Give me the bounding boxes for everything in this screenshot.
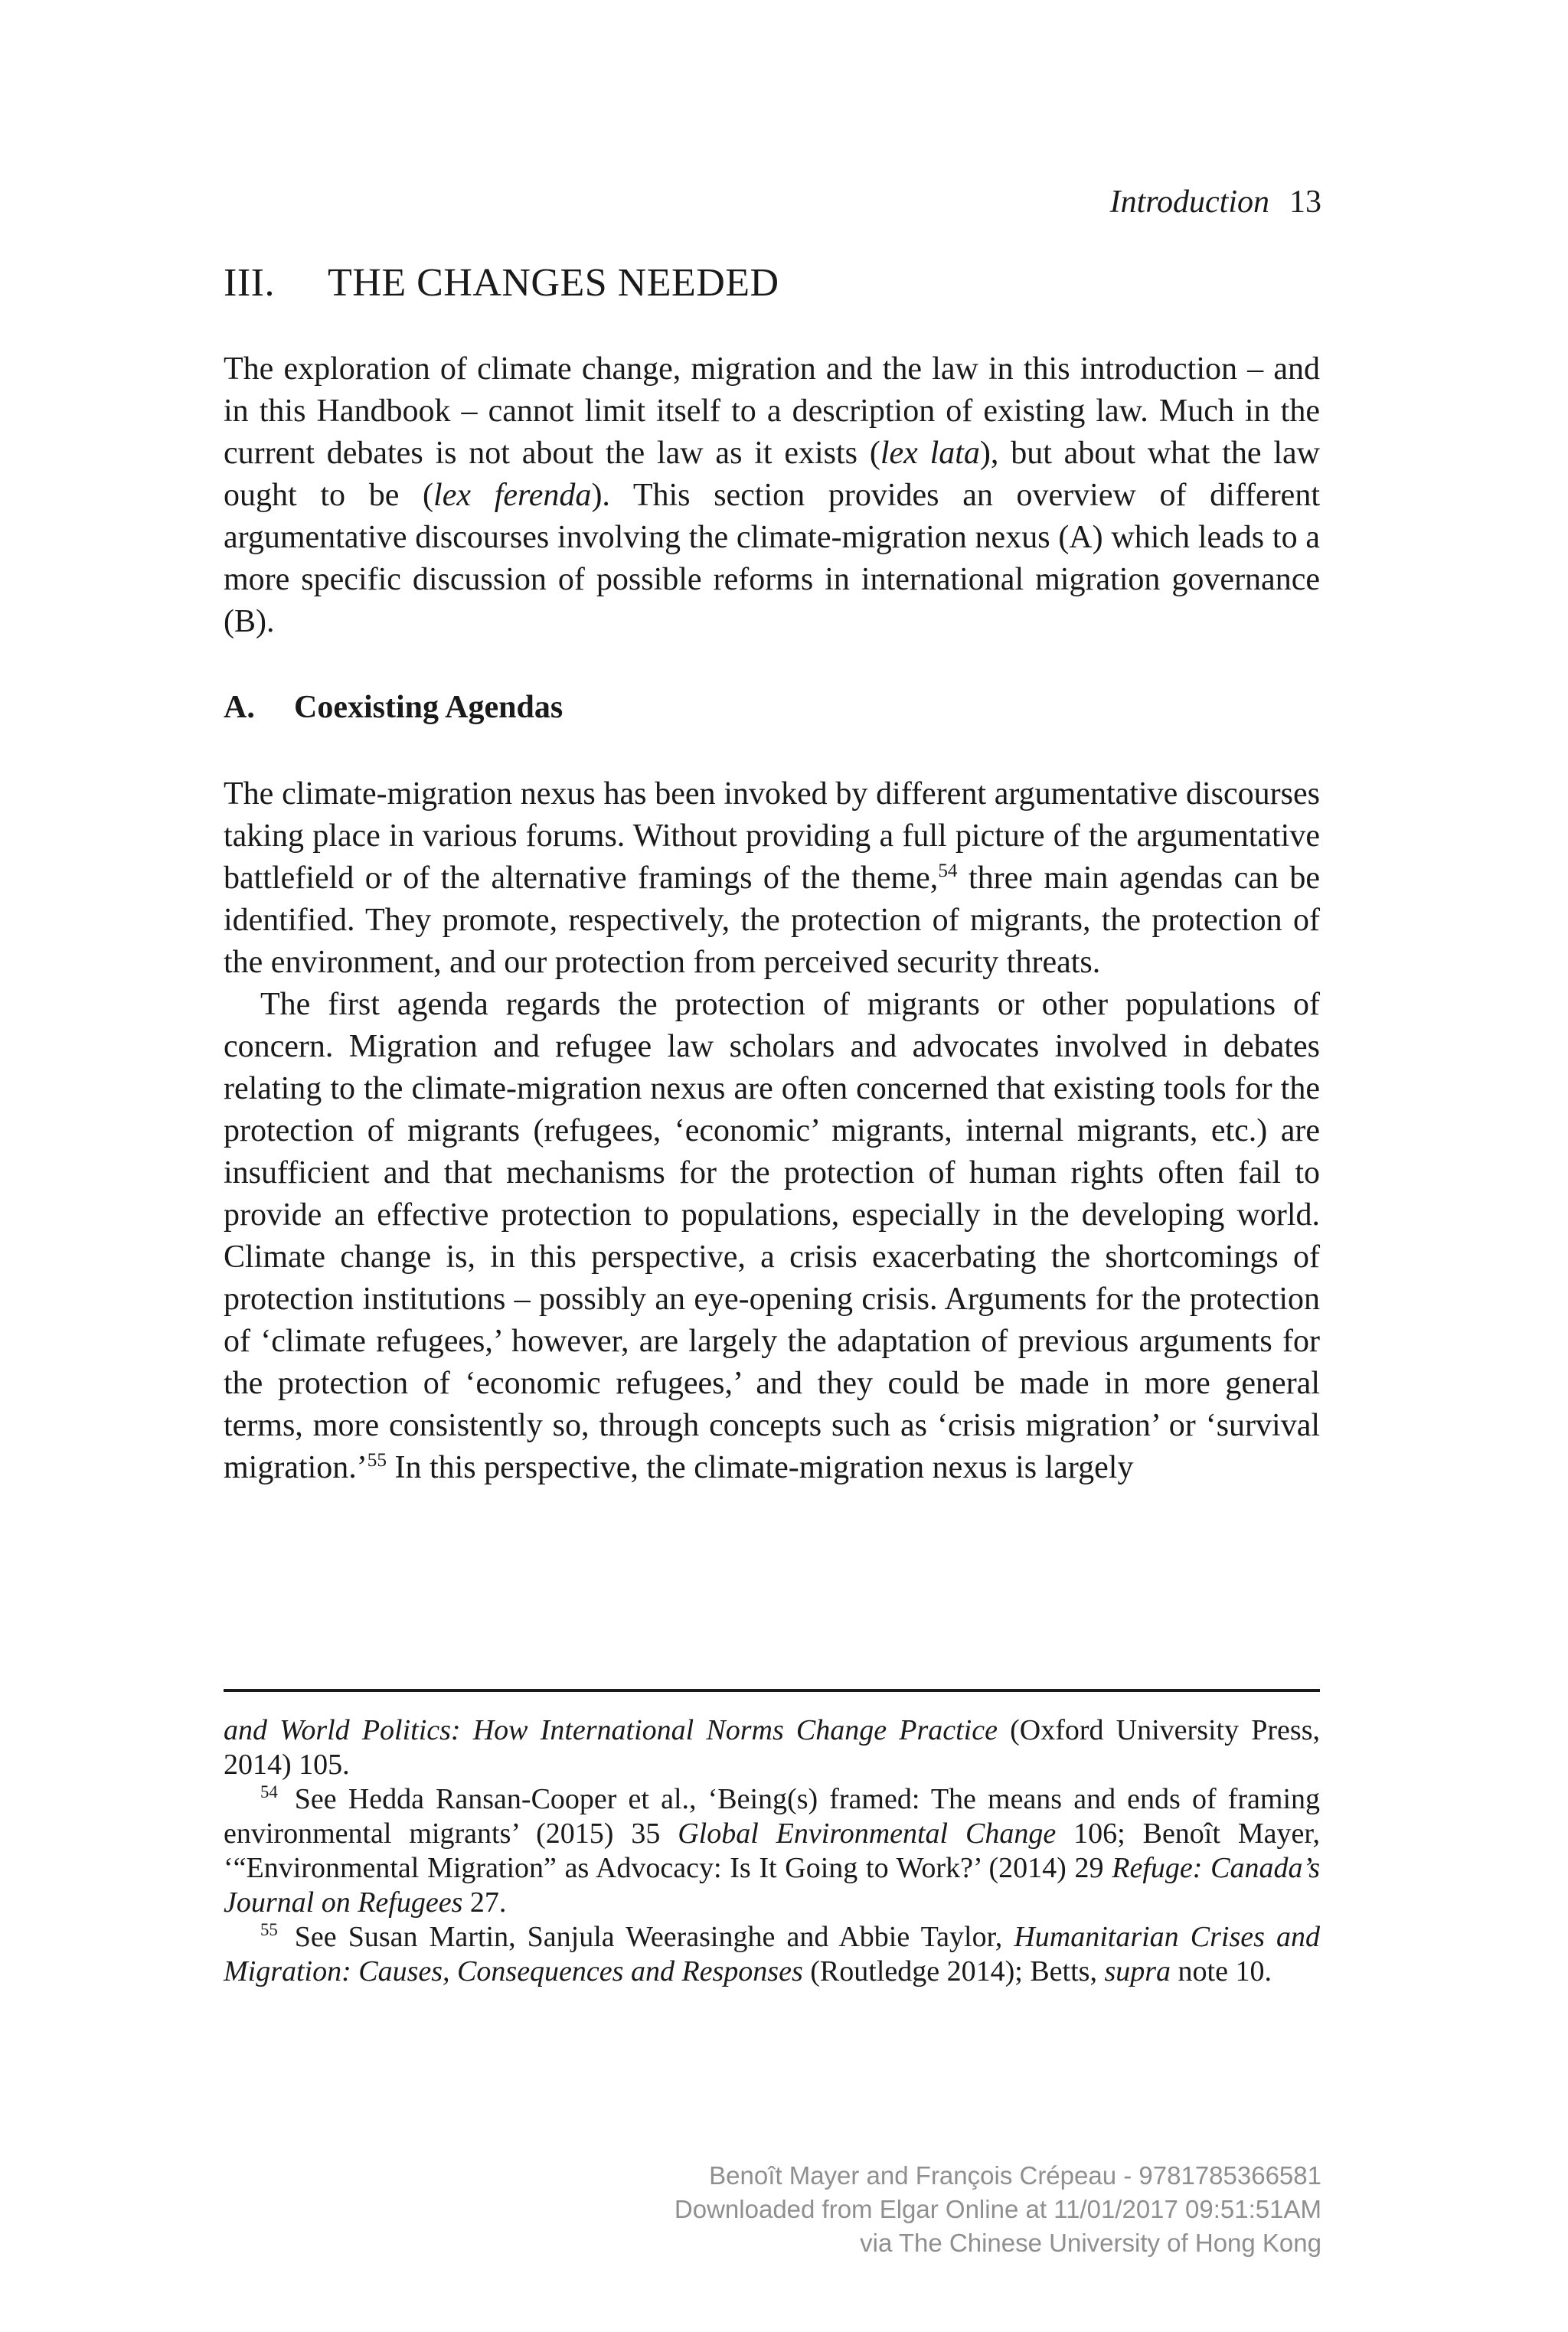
agendas-p2-text-a: The first agenda regards the protection of migrants or other populations of concern. Migration and refugee law scholars and advocates involved in debates relating to the climate-migration nexus are often concerned that existing tools for the protection of migrants (refugees, ‘economic’ migrants, internal migrants, etc.) are insufficient and that mechanisms for the protection of human rights often fail to provide an effective protection to populations, especially in the developing world. Climate change is, in this perspective, a crisis exacerbating the shortcomings of protection institutions – possibly an eye-opening crisis. Arguments for the protection of ‘climate refugees,’ however, are largely the adaptation of previous arguments for the protection of ‘economic refugees,’ and they could be made in more general terms, more consistently so, through concepts such as ‘crisis migration’ or ‘survival migration.’ — [224, 987, 1320, 1485]
footnote-54-italic-2: Refuge: Canada’s Journal on Refugees — [224, 1852, 1320, 1919]
agendas-p2-text-b: In this perspective, the climate-migration nexus is largely — [386, 1450, 1134, 1485]
intro-text-block — [224, 348, 1320, 643]
running-head — [1110, 181, 1321, 224]
intro-text-2: ), but about what the law ought to be ( — [224, 436, 1320, 513]
download-watermark — [675, 2159, 1321, 2260]
footnote-55-italic-1: Humanitarian Crises and Migration: Causes, Consequences and Responses — [224, 1921, 1320, 1987]
footnotes-block — [224, 1713, 1320, 1989]
agendas-paragraph-2 — [224, 984, 1320, 1489]
intro-italic-lex-ferenda: lex ferenda — [433, 478, 592, 513]
subsection-title: Coexisting Agendas — [294, 690, 564, 725]
footnote-55-text-a: See Susan Martin, Sanjula Weerasinghe and Abbie Taylor, — [294, 1921, 1014, 1953]
footnote-55 — [224, 1920, 1320, 1989]
intro-text-3: ). This section provides an overview of different argumentative discourses involving the climate-migration nexus (A) which leads to a more specific discussion of possible reforms in international migration governance (B). — [224, 478, 1320, 639]
intro-italic-lex-lata: lex lata — [880, 436, 980, 471]
footnote-54 — [224, 1782, 1320, 1920]
watermark-line-1: Benoît Mayer and François Crépeau - 9781785366581 — [709, 2161, 1321, 2190]
section-heading — [224, 257, 779, 309]
page-number: 13 — [1289, 185, 1321, 220]
footnote-55-text-c: note 10. — [1171, 1955, 1272, 1987]
subsection-heading — [224, 686, 563, 729]
subsection-number: A. — [224, 690, 255, 725]
agendas-p1-text-a: The climate-migration nexus has been invoked by different argumentative discourses taking place in various forums. Without providing a full picture of the argumentative battlefield or of the alternative framings of the theme, — [224, 776, 1320, 896]
footnote-54-text-b: 106; Benoît Mayer, ‘“Environmental Migration” as Advocacy: Is It Going to Work?’ (2014) 29 — [224, 1818, 1320, 1884]
running-head-title: Introduction — [1109, 185, 1269, 220]
agendas-p1-text-b: three main agendas can be identified. They promote, respectively, the protection of migrants, the protection of the environment, and our protection from perceived security threats. — [224, 861, 1320, 980]
intro-paragraph — [224, 348, 1320, 643]
agendas-text-block — [224, 773, 1320, 1489]
agendas-paragraph-1 — [224, 773, 1320, 984]
footnote-55-text-b: (Routledge 2014); Betts, — [802, 1955, 1105, 1987]
footnote-55-mark: 55 — [260, 1920, 278, 1940]
watermark-line-3: via The Chinese University of Hong Kong — [860, 2229, 1321, 2257]
intro-text-1: The exploration of climate change, migration and the law in this introduction – and in this Handbook – cannot limit itself to a description of existing law. Much in the current debates is not about the law as it exists ( — [224, 351, 1320, 471]
footnote-54-italic-1: Global Environmental Change — [678, 1818, 1057, 1850]
footnote-separator — [224, 1689, 1320, 1692]
footnote-ref-54[interactable]: 54 — [938, 861, 958, 881]
footnote-ref-55[interactable]: 55 — [367, 1450, 387, 1471]
section-number: III. — [224, 261, 275, 305]
section-title: THE CHANGES NEEDED — [328, 261, 779, 305]
footnote-54-text-a: See Hedda Ransan-Cooper et al., ‘Being(s) framed: The means and ends of framing environmental migrants’ (2015) 35 — [224, 1783, 1320, 1850]
footnote-54-mark: 54 — [260, 1782, 278, 1802]
footnote-cont-text: (Oxford University Press, 2014) 105. — [224, 1714, 1320, 1781]
footnote-54-text-c: 27. — [462, 1886, 507, 1919]
footnote-55-italic-2: supra — [1104, 1955, 1171, 1987]
footnote-cont-italic: and World Politics: How International Norms Change Practice — [224, 1714, 998, 1746]
watermark-line-2: Downloaded from Elgar Online at 11/01/2017 09:51:51AM — [674, 2195, 1321, 2223]
footnote-continuation — [224, 1713, 1320, 1782]
